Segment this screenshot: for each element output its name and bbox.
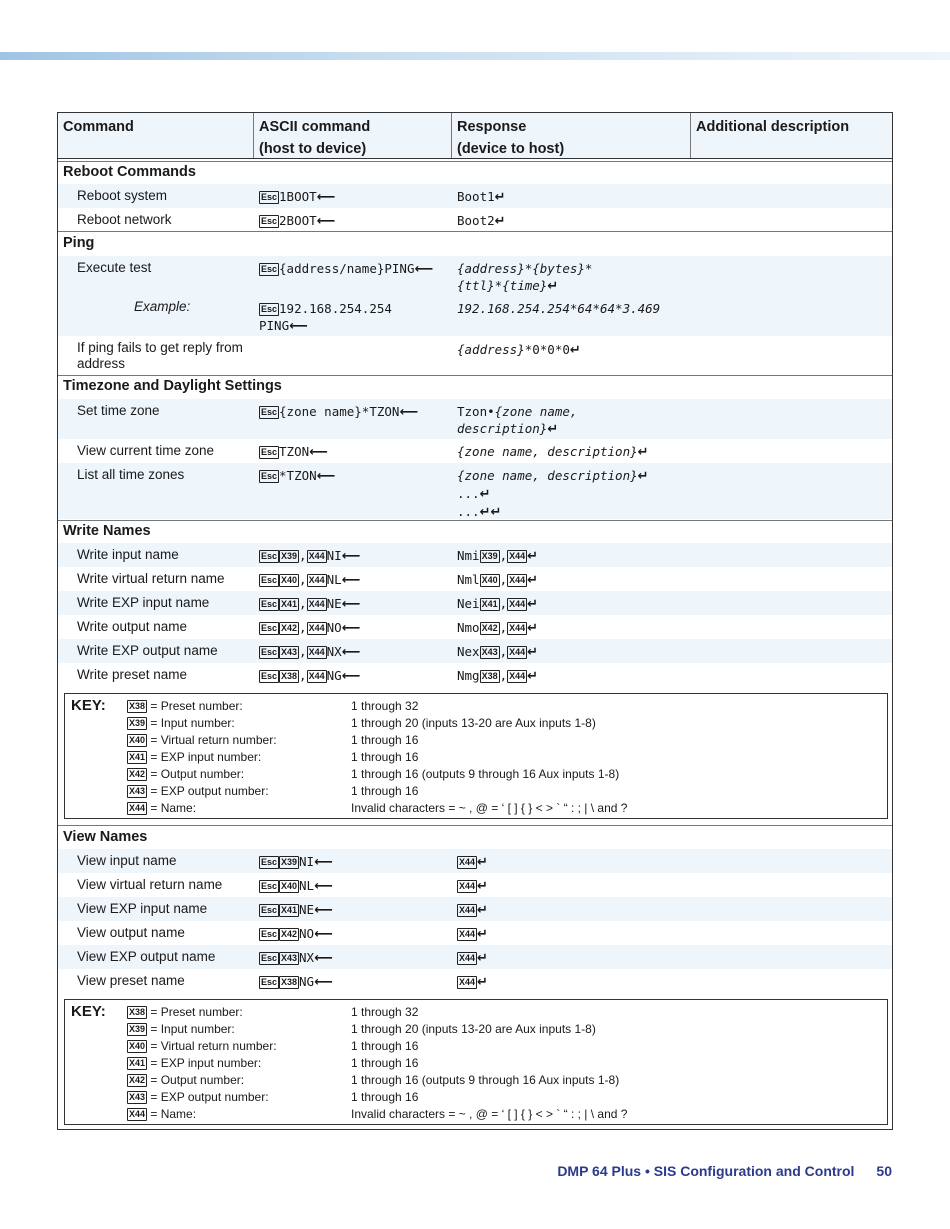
response: X44 ↵ <box>459 903 488 918</box>
ascii-command: Esc *TZON⟵ <box>261 468 336 484</box>
ascii-command: Esc 192.168.254.254 PING⟵ <box>259 301 392 334</box>
footer-title: DMP 64 Plus • SIS Configuration and Control <box>557 1163 855 1179</box>
command-label: Write virtual return name <box>77 571 225 586</box>
response: {address}*0*0*0↵ <box>457 342 581 358</box>
command-label: Write input name <box>77 547 179 562</box>
response: X44 ↵ <box>459 879 488 894</box>
ascii-command: Esc X40 NL⟵ <box>261 878 333 894</box>
response: Nmg X38 , X44 ↵ <box>457 668 539 684</box>
command-label: Write preset name <box>77 667 188 682</box>
section-timezone: Timezone and Daylight Settings <box>63 378 282 394</box>
command-label: Set time zone <box>77 403 160 418</box>
header-response: Response (device to host) <box>452 113 691 158</box>
sis-command-table <box>57 112 893 1130</box>
key-row: X39 = Input number: 1 through 20 (inputs 13-20 are Aux inputs 1-8) <box>129 716 596 730</box>
key-label: KEY: <box>71 697 106 714</box>
response: X44 ↵ <box>459 975 488 990</box>
header-ascii: ASCII command (host to device) <box>254 113 452 158</box>
command-label: If ping fails to get reply from address <box>77 340 243 371</box>
command-label: View current time zone <box>77 443 215 458</box>
key-label: KEY: <box>71 1003 106 1020</box>
ascii-command: Esc 2BOOT⟵ <box>261 213 336 229</box>
ascii-command: Esc X41 NE⟵ <box>261 902 333 918</box>
ascii-command: Esc X39 NI⟵ <box>261 854 333 870</box>
response: {zone name, description}↵ ...↵ ...↵↵ <box>457 468 649 520</box>
command-label: Reboot network <box>77 212 172 227</box>
command-label: View EXP input name <box>77 901 208 916</box>
key-row: X44 = Name: Invalid characters = ~ , @ = ‘ [ ] { } < > ` “ : ; | \ and ? <box>129 1107 628 1121</box>
example-label: Example: <box>134 299 191 314</box>
response: X44 ↵ <box>459 951 488 966</box>
key-row: X42 = Output number: 1 through 16 (outputs 9 through 16 Aux inputs 1-8) <box>129 1073 620 1087</box>
key-row: X40 = Virtual return number: 1 through 16 <box>129 733 419 747</box>
ascii-command: Esc X42 , X44 NO⟵ <box>261 620 361 636</box>
ascii-command: Esc {zone name}*TZON⟵ <box>261 404 419 420</box>
key-row: X39 = Input number: 1 through 20 (inputs 13-20 are Aux inputs 1-8) <box>129 1022 596 1036</box>
command-label: List all time zones <box>77 467 185 482</box>
ascii-command: Esc 1BOOT⟵ <box>261 189 336 205</box>
key-box <box>64 999 888 1125</box>
response: Boot2↵ <box>457 213 506 229</box>
ascii-command: Esc X38 , X44 NG⟵ <box>261 668 361 684</box>
response: Nml X40 , X44 ↵ <box>457 572 539 588</box>
response: Nei X41 , X44 ↵ <box>457 596 539 612</box>
ascii-command: Esc X43 NX⟵ <box>261 950 333 966</box>
key-row: X43 = EXP output number: 1 through 16 <box>129 1090 419 1104</box>
key-row: X44 = Name: Invalid characters = ~ , @ = ‘ [ ] { } < > ` “ : ; | \ and ? <box>129 801 628 815</box>
header-color-bar <box>0 52 950 60</box>
command-label: View preset name <box>77 973 185 988</box>
key-row: X41 = EXP input number: 1 through 16 <box>129 750 419 764</box>
ascii-command: Esc X42 NO⟵ <box>261 926 333 942</box>
key-box <box>64 693 888 819</box>
section-write-names: Write Names <box>63 523 151 539</box>
key-row: X42 = Output number: 1 through 16 (outputs 9 through 16 Aux inputs 1-8) <box>129 767 620 781</box>
response: Tzon•{zone name, description}↵ <box>457 404 578 437</box>
command-label: Write output name <box>77 619 188 634</box>
key-row: X41 = EXP input number: 1 through 16 <box>129 1056 419 1070</box>
response: X44 ↵ <box>459 927 488 942</box>
command-label: Reboot system <box>77 188 168 203</box>
page-footer <box>557 1163 892 1179</box>
key-row: X38 = Preset number: 1 through 32 <box>129 699 419 713</box>
response: {address}*{bytes}* {ttl}*{time}↵ <box>457 261 593 294</box>
response: X44 ↵ <box>459 855 488 870</box>
response: Nmo X42 , X44 ↵ <box>457 620 539 636</box>
ascii-command: Esc X40 , X44 NL⟵ <box>261 572 361 588</box>
ascii-command: Esc {address/name}PING⟵ <box>261 261 434 277</box>
response: 192.168.254.254*64*64*3.469 <box>457 301 661 316</box>
command-label: Execute test <box>77 260 152 275</box>
response: Boot1↵ <box>457 189 506 205</box>
ascii-command: Esc X43 , X44 NX⟵ <box>261 644 361 660</box>
key-row: X38 = Preset number: 1 through 32 <box>129 1005 419 1019</box>
key-row: X40 = Virtual return number: 1 through 16 <box>129 1039 419 1053</box>
command-label: View input name <box>77 853 177 868</box>
command-label: View output name <box>77 925 185 940</box>
table-header <box>58 113 892 159</box>
section-view-names: View Names <box>63 829 148 845</box>
section-reboot: Reboot Commands <box>63 164 196 180</box>
response: {zone name, description}↵ <box>457 444 649 460</box>
command-label: View virtual return name <box>77 877 223 892</box>
command-label: Write EXP input name <box>77 595 210 610</box>
command-label: Write EXP output name <box>77 643 218 658</box>
header-command: Command <box>58 113 254 158</box>
response: Nmi X39 , X44 ↵ <box>457 548 539 564</box>
ascii-command: Esc X38 NG⟵ <box>261 974 333 990</box>
header-additional: Additional description <box>696 119 850 135</box>
page-number: 50 <box>876 1163 892 1179</box>
ascii-command: Esc X41 , X44 NE⟵ <box>261 596 361 612</box>
key-row: X43 = EXP output number: 1 through 16 <box>129 784 419 798</box>
section-ping: Ping <box>63 235 95 251</box>
response: Nex X43 , X44 ↵ <box>457 644 539 660</box>
ascii-command: Esc TZON⟵ <box>261 444 328 460</box>
command-label: View EXP output name <box>77 949 216 964</box>
ascii-command: Esc X39 , X44 NI⟵ <box>261 548 361 564</box>
